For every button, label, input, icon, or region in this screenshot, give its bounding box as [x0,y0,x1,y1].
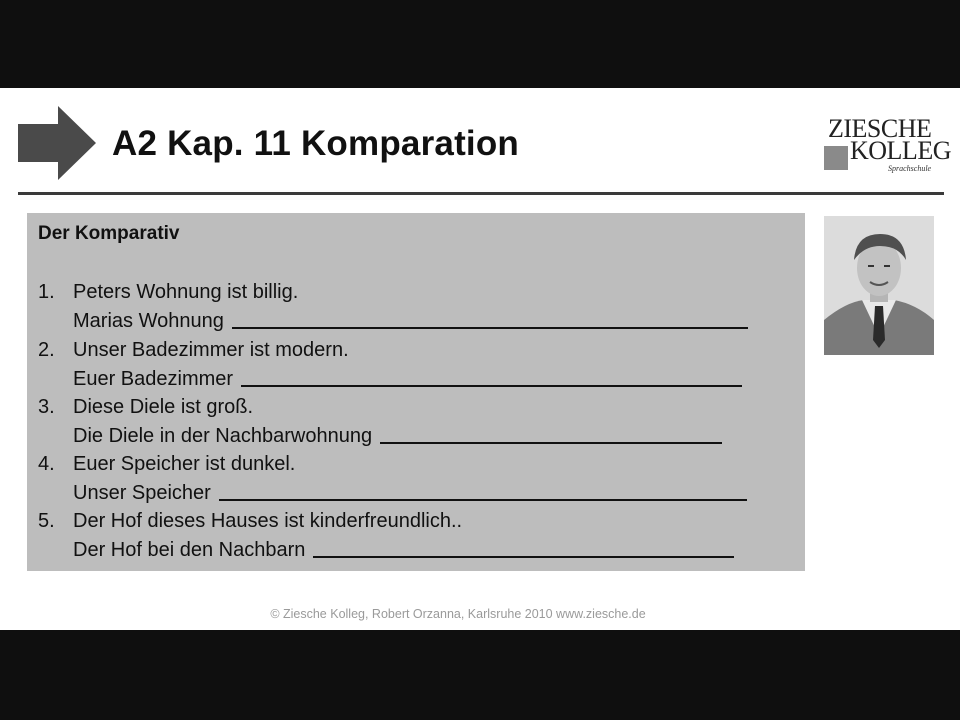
slide [0,88,960,630]
letterbox-top [0,0,960,88]
exercise-sentence: Unser Badezimmer ist modern. [73,339,349,361]
arrow-right-icon [18,106,96,180]
answer-blank [380,442,722,444]
answer-blank [313,556,734,558]
exercise-number: 4. [38,453,55,475]
exercise-sentence: Euer Speicher ist dunkel. [73,453,296,475]
exercise-prompt: Die Diele in der Nachbarwohnung [73,425,373,447]
logo-line2: KOLLEG [850,136,951,165]
ziesche-kolleg-logo [820,110,950,178]
letterbox-bottom [0,630,960,720]
exercise-prompt: Euer Badezimmer [73,368,234,390]
exercise-prompt: Der Hof bei den Nachbarn [73,539,306,561]
logo-line1: ZIESCHE [828,114,932,143]
exercise-sentence: Peters Wohnung ist billig. [73,281,299,303]
answer-blank [241,385,742,387]
logo-subtitle: Sprachschule [888,164,932,173]
answer-blank [232,327,748,329]
slide-title: A2 Kap. 11 Komparation [112,124,520,163]
exercise-prompt: Marias Wohnung [73,310,224,332]
portrait-photo [824,216,934,355]
logo-square [824,146,848,170]
exercise-number: 2. [38,339,55,361]
exercise-sentence: Diese Diele ist groß. [73,396,254,418]
exercise-number: 5. [38,510,55,532]
exercise-sentence: Der Hof dieses Hauses ist kinderfreundlich.. [73,510,463,532]
answer-blank [219,499,747,501]
exercise-panel [27,213,805,571]
exercise-number: 3. [38,396,55,418]
panel-heading: Der Komparativ [38,223,180,244]
exercise-number: 1. [38,281,55,303]
exercise-prompt: Unser Speicher [73,482,211,504]
footer-copyright: © Ziesche Kolleg, Robert Orzanna, Karlsruhe 2010 www.ziesche.de [270,607,646,621]
title-divider [18,192,944,195]
